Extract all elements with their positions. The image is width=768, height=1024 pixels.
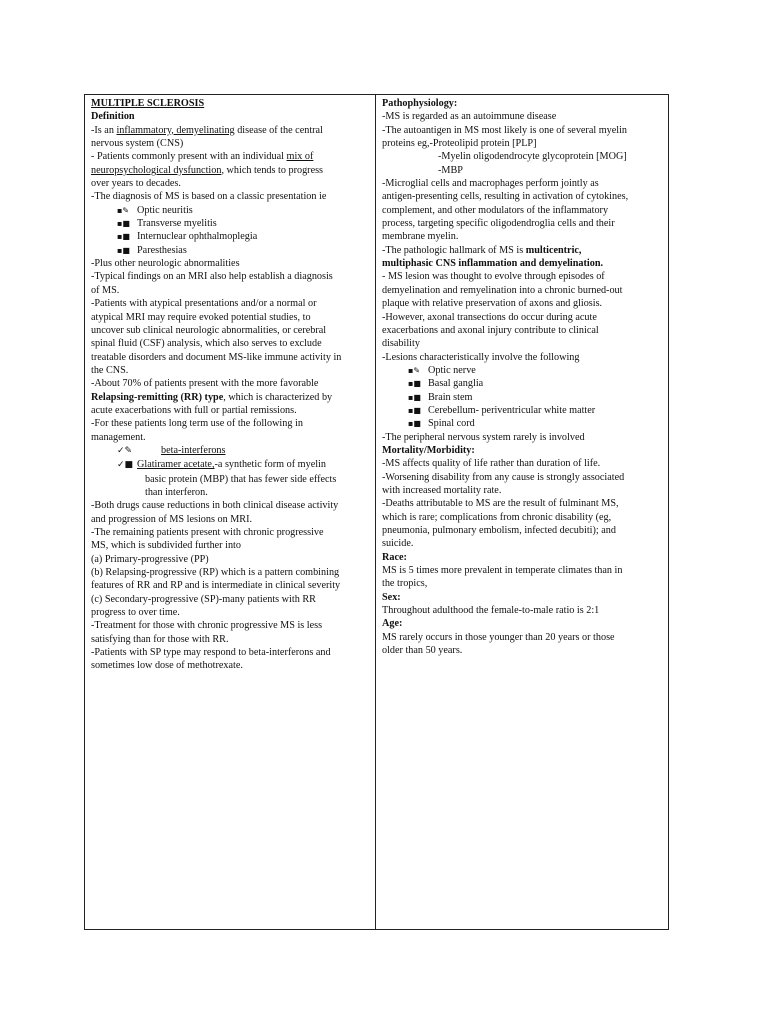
square-bullet-icon: ▪■ (408, 392, 421, 402)
text-line: -The diagnosis of MS is based on a classic presentation ie (91, 191, 327, 203)
bullet-item: ▪✎ Optic neuritis (117, 204, 193, 216)
left-column (85, 95, 376, 929)
text-line: -MS affects quality of life rather than duration of life. (382, 458, 601, 470)
text-line: atypical MRI may require evoked potential studies, to (91, 311, 311, 323)
text-line: -For these patients long term use of the following in (91, 418, 303, 430)
text-line: Throughout adulthood the female-to-male ratio is 2:1 (382, 605, 600, 617)
text-line: progress to over time. (91, 607, 180, 619)
text-line: -Treatment for those with chronic progressive MS is less (91, 620, 323, 632)
text-line: than interferon. (145, 486, 208, 498)
text-line: older than 50 years. (382, 645, 463, 657)
text-line: (c) Secondary-progressive (SP)-many patients with RR (91, 593, 316, 605)
text-line: complement, and other modulators of the inflammatory (382, 204, 609, 216)
bullet-item: ▪■ Cerebellum- periventricular white matter (408, 404, 596, 416)
square-bullet-icon: ▪■ (408, 419, 421, 429)
text-line: process, targeting specific oligodendroglia cells and their (382, 218, 615, 230)
text-line: over years to decades. (91, 178, 181, 190)
text-line: features of RR and RP and is intermediate in clinical severity (91, 580, 341, 592)
text-line: -Microglial cells and macrophages perform jointly as (382, 178, 599, 190)
race-heading: Race: (382, 551, 407, 563)
text-line: -The autoantigen in MS most likely is one of several myelin (382, 124, 628, 136)
text-line: -Patients with atypical presentations and/or a normal or (91, 298, 317, 310)
right-column (376, 95, 668, 929)
text-line: sometimes low dose of methotrexate. (91, 660, 243, 672)
check-item: ✓■ Glatiramer acetate,-a synthetic form of myelin (91, 458, 369, 472)
mortality-heading: Mortality/Morbidity: (382, 444, 475, 456)
text-line: of MS. (91, 284, 120, 296)
text-line: (b) Relapsing-progressive (RP) which is a pattern combining (91, 567, 340, 579)
text-line: and progression of MS lesions on MRI. (91, 513, 253, 525)
text-line: antigen-presenting cells, resulting in activation of cytokines, (382, 191, 629, 203)
bullet-item: ▪■ Internuclear ophthalmoplegia (117, 231, 258, 243)
text-line: - MS lesion was thought to evolve through episodes of (382, 271, 605, 283)
square-bullet-icon: ▪■ (117, 219, 130, 229)
text-line: basic protein (MBP) that has fewer side effects (145, 473, 337, 485)
square-bullet-icon: ▪■ (408, 405, 421, 415)
text-line: -Typical findings on an MRI also help establish a diagnosis (91, 271, 333, 283)
text-line: -The pathologic hallmark of MS is multicentric, (382, 244, 582, 256)
bullet-item: ▪■ Basal ganglia (408, 378, 484, 390)
square-bullet-icon: ▪■ (117, 245, 130, 255)
text-line: demyelination and remyelination into a chronic burned-out (382, 284, 623, 296)
text-line: neuropsychological dysfunction, which tends to progress (91, 164, 324, 176)
text-line: -However, axonal transections do occur during acute (382, 311, 597, 323)
text-line: -The remaining patients present with chronic progressive (91, 527, 324, 538)
text-line: exacerbations and axonal injury contribute to clinical (382, 324, 599, 336)
text-line: nervous system (CNS) (91, 138, 184, 150)
text-line: -The peripheral nervous system rarely is involved (382, 431, 585, 443)
text-line: uncover sub clinical neurologic abnormalities, or cerebral (91, 324, 327, 336)
text-line: - Patients commonly present with an individual mix of (91, 151, 314, 163)
square-bullet-icon: ▪■ (408, 379, 421, 389)
text-line: suicide. (382, 538, 414, 550)
definition-heading: Definition (91, 111, 135, 123)
text-line: (a) Primary-progressive (PP) (91, 553, 209, 565)
text-line: MS, which is subdivided further into (91, 540, 241, 552)
text-line: acute exacerbations with full or partial remissions. (91, 404, 297, 416)
text-line: proteins eg,-Proteolipid protein [PLP] (382, 138, 537, 150)
pencil-bullet-icon: ▪✎ (408, 365, 421, 375)
text-line: -Deaths attributable to MS are the result of fulminant MS, (382, 498, 619, 510)
bullet-item: ▪■ Paresthesias (117, 244, 187, 256)
text-line: -Worsening disability from any cause is strongly associated (382, 471, 625, 483)
check-item: ✓✎ beta-interferons (91, 444, 369, 458)
pencil-bullet-icon: ▪✎ (117, 205, 130, 215)
bullet-item: ▪■ Spinal cord (408, 418, 475, 430)
text-line: the CNS. (91, 364, 129, 376)
bullet-item: ▪■ Transverse myelitis (117, 218, 217, 230)
text-line: spinal fluid (CSF) analysis, which also serves to exclude (91, 338, 322, 350)
text-line: plaque with relative preservation of axons and gliosis. (382, 298, 603, 310)
text-line: management. (91, 431, 146, 443)
text-line: MS rarely occurs in those younger than 20 years or those (382, 631, 615, 643)
text-line: -Myelin oligodendrocyte glycoprotein [MOG] (438, 151, 627, 163)
age-heading: Age: (382, 618, 403, 630)
text-line: membrane myelin. (382, 231, 459, 243)
check-square-icon: ✓■ (117, 460, 134, 471)
bullet-item: ▪■ Brain stem (408, 391, 473, 403)
notes-table (84, 94, 669, 930)
check-pencil-icon: ✓✎ (117, 445, 133, 456)
text-line: -About 70% of patients present with the more favorable (91, 378, 319, 390)
text-line: Relapsing-remitting (RR) type, which is characterized by (91, 391, 333, 403)
pathophysiology-heading: Pathophysiology: (382, 98, 458, 109)
text-line: pneumonia, pulmonary embolism, infected decubiti); and (382, 525, 616, 536)
sex-heading: Sex: (382, 591, 401, 603)
text-line: -Both drugs cause reductions in both clinical disease activity (91, 500, 339, 512)
bullet-item: ▪✎ Optic nerve (408, 364, 476, 376)
text-line: the tropics, (382, 578, 428, 590)
text-line: -Patients with SP type may respond to beta-interferons and (91, 647, 331, 659)
text-line: -Plus other neurologic abnormalities (91, 258, 240, 270)
text-line: satisfying than for those with RR. (91, 633, 229, 645)
document-title: MULTIPLE SCLEROSIS (91, 98, 205, 109)
text-line: -Is an inflammatory, demyelinating disease of the central (91, 124, 323, 136)
text-line: treatable disorders and document MS-like immune activity in (91, 351, 342, 363)
text-line: -MS is regarded as an autoimmune disease (382, 111, 557, 123)
square-bullet-icon: ▪■ (117, 232, 130, 242)
text-line: -Lesions characteristically involve the following (382, 351, 580, 363)
text-line: disability (382, 338, 420, 350)
text-line: multiphasic CNS inflammation and demyelination. (382, 258, 604, 270)
text-line: with increased mortality rate. (382, 484, 502, 496)
text-line: MS is 5 times more prevalent in temperate climates than in (382, 565, 623, 577)
text-line: -MBP (438, 164, 463, 176)
text-line: which is rare; complications from chronic disability (eg, (382, 511, 612, 523)
